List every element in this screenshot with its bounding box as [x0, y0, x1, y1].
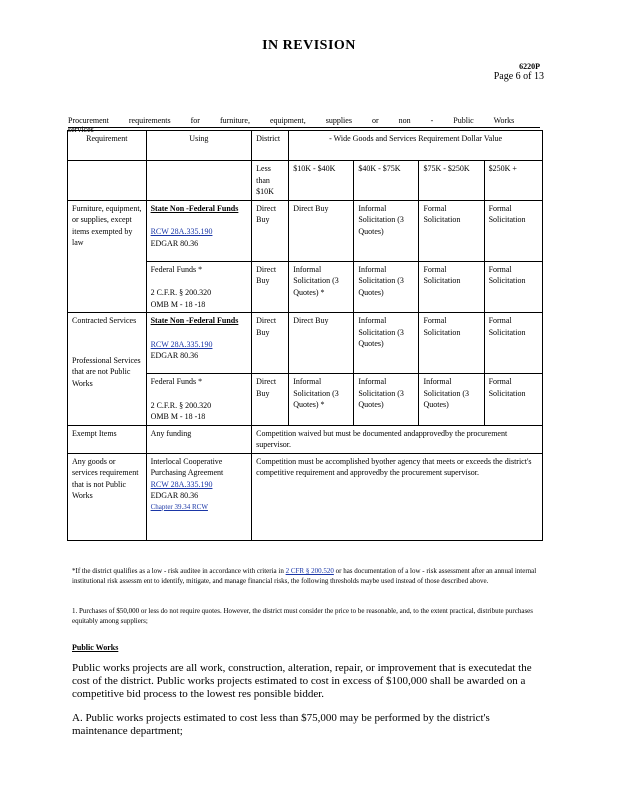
table-cell: Direct Buy: [289, 313, 354, 374]
row-requirement: [68, 313, 147, 426]
table-cell: Informal Solicitation (3 Quotes): [419, 374, 484, 426]
row-using: [146, 374, 252, 426]
footnote-star: [72, 566, 542, 586]
threshold-row: [68, 161, 543, 201]
blank-cell: [68, 161, 147, 201]
procurement-table: [67, 130, 543, 541]
using-source: Interlocal Cooperative Purchasing Agreement: [150, 456, 224, 477]
list-item: A. Public works projects estimated to cost less than $75,000 may be performed by the district's maintenance department;: [72, 712, 490, 737]
professional-label: Professional Services that are not Public Works: [72, 355, 141, 388]
row-using: [146, 453, 252, 540]
threshold-cell: Less than $10K: [252, 161, 289, 201]
table-header-row: [68, 131, 543, 161]
row-requirement: Any goods or services requirement that is not Public Works: [68, 453, 147, 540]
table-cell: Direct Buy: [252, 200, 289, 261]
table-cell: Formal Solicitation: [484, 261, 542, 313]
table-cell: Informal Solicitation (3 Quotes) *: [289, 374, 354, 426]
rcw-link[interactable]: RCW 28A.335.190: [150, 479, 213, 489]
table-cell: Direct Buy: [252, 374, 289, 426]
header-district: District: [252, 131, 289, 161]
edgar-ref: EDGAR 80.36: [150, 491, 199, 500]
using-source: Federal Funds *: [150, 377, 203, 386]
cfr-ref: 2 C.F.R. § 200.320: [150, 400, 212, 410]
blank-cell: [146, 161, 252, 201]
row-requirement: Exempt Items: [68, 425, 147, 453]
row-using: [146, 313, 252, 374]
document-number: 6220P: [519, 62, 540, 71]
table-cell: Informal Solicitation (3 Quotes): [354, 374, 419, 426]
page-title: IN REVISION: [262, 38, 356, 53]
threshold-cell: $75K - $250K: [419, 161, 484, 201]
header-using: Using: [146, 131, 252, 161]
threshold-cell: $10K - $40K: [289, 161, 354, 201]
using-source: State Non -Federal Funds: [150, 316, 239, 325]
table-caption: Procurement requirements for furniture, equipment, supplies or non - Public Works services: [68, 116, 515, 134]
table-cell: Formal Solicitation: [484, 313, 542, 374]
row-using: [146, 200, 252, 261]
table-cell: Competition waived but must be documented andapprovedby the procurement supervisor.: [252, 425, 543, 453]
edgar-ref: EDGAR 80.36: [150, 238, 199, 248]
table-cell: Informal Solicitation (3 Quotes): [354, 261, 419, 313]
row-requirement: Furniture, equipment, or supplies, except items exempted by law: [68, 200, 147, 313]
row-using: [146, 261, 252, 313]
page-number: Page 6 of 13: [493, 71, 544, 82]
threshold-cell: $250K +: [484, 161, 542, 201]
header-requirement: Requirement: [68, 131, 147, 161]
table-cell: Formal Solicitation: [419, 261, 484, 313]
omb-ref: OMB M - 18 -18: [150, 412, 206, 421]
table-cell: Direct Buy: [252, 313, 289, 374]
rcw-link[interactable]: RCW 28A.335.190: [150, 339, 213, 349]
table-cell: Informal Solicitation (3 Quotes): [354, 200, 419, 261]
cfr-link[interactable]: 2 CFR § 200.520: [285, 567, 334, 575]
caption-rule: [68, 127, 540, 128]
table-cell: Formal Solicitation: [484, 200, 542, 261]
chapter-link[interactable]: Chapter 39.34 RCW: [150, 502, 208, 511]
threshold-cell: $40K - $75K: [354, 161, 419, 201]
table-cell: Competition must be accomplished byother agency that meets or exceeds the district's competitive requirement and approvedby the procurement supervisor.: [252, 453, 543, 540]
table-cell: Informal Solicitation (3 Quotes) *: [289, 261, 354, 313]
cfr-ref: 2 C.F.R. § 200.320: [150, 288, 212, 297]
table-cell: Formal Solicitation: [484, 374, 542, 426]
section-heading: Public Works: [72, 643, 119, 652]
table-cell: Direct Buy: [252, 261, 289, 313]
footnote-text: *If the district qualifies as a low - risk auditee in accordance with criteria in: [72, 567, 286, 575]
table-row: [68, 200, 543, 261]
using-source: State Non -Federal Funds: [150, 203, 239, 213]
omb-ref: OMB M - 18 -18: [150, 299, 206, 309]
rcw-link[interactable]: RCW 28A.335.190: [150, 227, 213, 236]
table-row: [68, 453, 543, 540]
edgar-ref: EDGAR 80.36: [150, 351, 199, 360]
table-cell: Formal Solicitation: [419, 313, 484, 374]
table-row: [68, 425, 543, 453]
section-paragraph: Public works projects are all work, construction, alteration, repair, or improvement that is executedat the cost of the district. Public works projects estimated to cost in excess of $100,000 shall be awarded on a competitive bid process to the lowest res ponsible bidder.: [72, 662, 532, 700]
header-goods-value: - Wide Goods and Services Requirement Dollar Value: [289, 131, 543, 161]
table-cell: Formal Solicitation: [419, 200, 484, 261]
footnote-text: or has documentation of a low - risk assessment after an annual internal institutional risk assessm ent to identify, mitigate, and manage financial risks, the following thresholds maybe used instead of those described above.: [72, 567, 537, 585]
row-using: Any funding: [146, 425, 252, 453]
footnote-1: 1. Purchases of $50,000 or less do not require quotes. However, the district must consider the price to be reasonable, and, to the extent practical, distribute purchases equitably among suppliers;: [72, 607, 534, 625]
contracted-label: Contracted Services: [72, 316, 137, 325]
table-cell: Informal Solicitation (3 Quotes): [354, 313, 419, 374]
table-cell: Direct Buy: [289, 200, 354, 261]
using-source: Federal Funds *: [150, 264, 203, 274]
table-row: [68, 313, 543, 374]
